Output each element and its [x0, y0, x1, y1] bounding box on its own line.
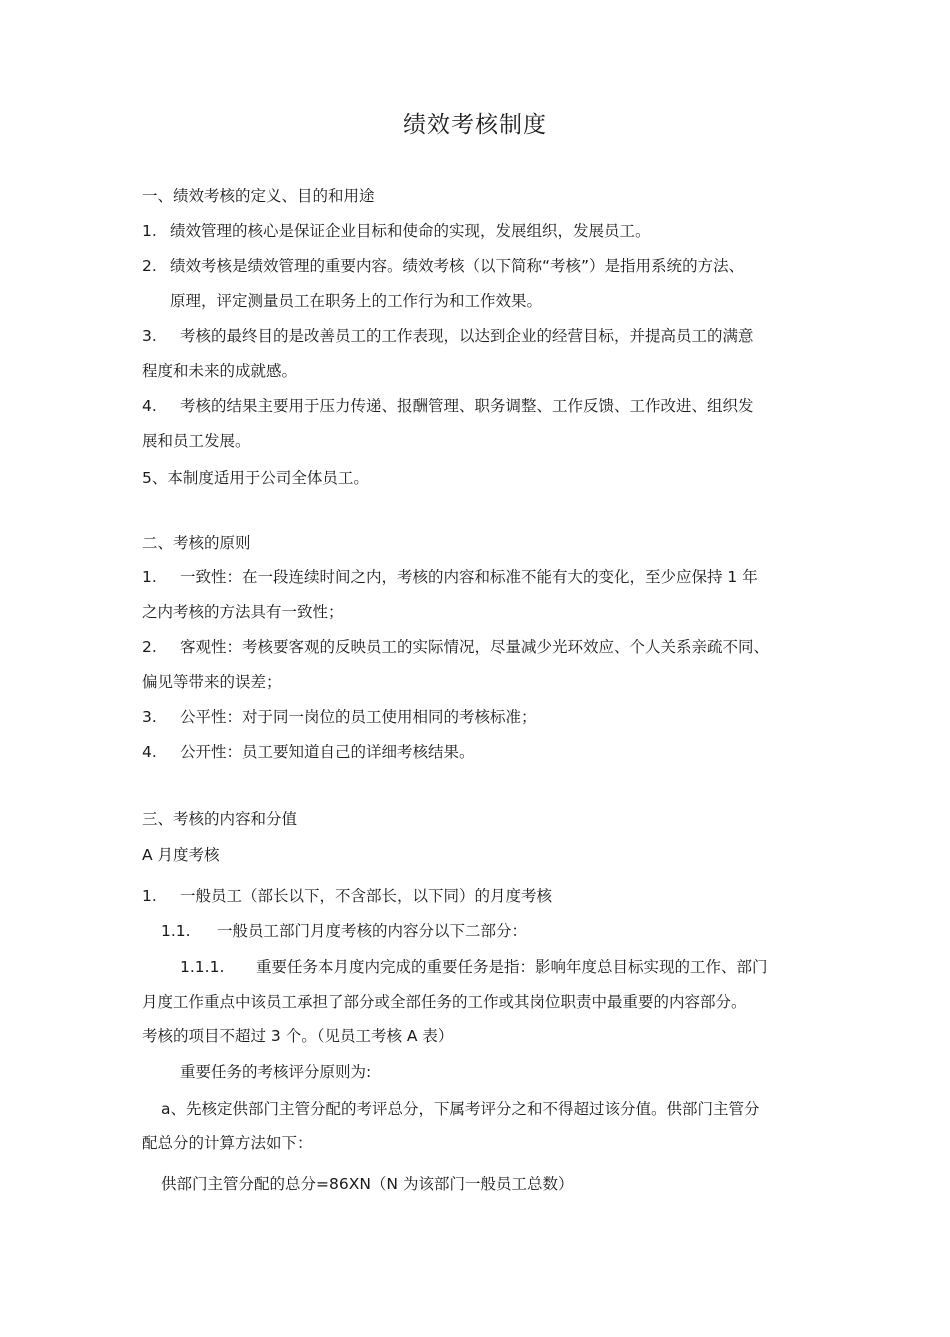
item-continuation: 程度和未来的成就感。	[142, 362, 298, 380]
page-title: 绩效考核制度	[403, 112, 547, 138]
item-number: 4.	[142, 743, 157, 761]
paragraph-continuation: 配总分的计算方法如下：	[142, 1134, 313, 1152]
section-heading: 三、考核的内容和分值	[142, 810, 298, 828]
item-continuation: 偏见等带来的误差；	[142, 673, 282, 691]
section-heading: 二、考核的原则	[142, 534, 251, 552]
item-continuation: 之内考核的方法具有一致性；	[142, 603, 344, 621]
item-number: 2.	[142, 638, 157, 656]
item-number: 3.	[142, 327, 157, 345]
list-item	[142, 567, 758, 587]
item-text: 一致性：在一段连续时间之内，考核的内容和标准不能有大的变化，至少应保持 1 年	[180, 568, 758, 586]
list-item	[142, 256, 744, 276]
item-continuation: 展和员工发展。	[142, 432, 251, 450]
list-item	[142, 886, 552, 906]
item-text: 公平性：对于同一岗位的员工使用相同的考核标准；	[180, 708, 537, 726]
item-text: 公开性：员工要知道自己的详细考核结果。	[180, 743, 475, 761]
list-item	[161, 921, 527, 941]
list-item	[142, 707, 537, 727]
list-item	[142, 221, 651, 241]
list-item	[142, 326, 754, 346]
item-number: 1.1.	[161, 922, 191, 940]
list-item	[142, 637, 769, 657]
item-continuation: 月度工作重点中该员工承担了部分或全部任务的工作或其岗位职责中最重要的内容部分。	[142, 993, 747, 1011]
list-item	[142, 742, 475, 762]
item-text: 绩效考核是绩效管理的重要内容。绩效考核（以下简称“考核”）是指用系统的方法、	[170, 257, 745, 275]
item-continuation: 考核的项目不超过 3 个。（见员工考核 A 表）	[142, 1027, 454, 1045]
paragraph: a、先核定供部门主管分配的考评总分，下属考评分之和不得超过该分值。供部门主管分	[161, 1100, 760, 1118]
item-text: 考核的结果主要用于压力传递、报酬管理、职务调整、工作反馈、工作改进、组织发	[180, 397, 754, 415]
item-text: 一般员工（部长以下，不含部长，以下同）的月度考核	[180, 887, 553, 905]
item-number: 1.	[142, 887, 157, 905]
list-item	[142, 396, 754, 416]
item-text: 考核的最终目的是改善员工的工作表现，以达到企业的经营目标，并提高员工的满意	[180, 327, 754, 345]
subsection-heading: A 月度考核	[142, 846, 220, 864]
item-number: 4.	[142, 397, 157, 415]
item-number: 1.1.1.	[180, 958, 225, 976]
item-number: 2.	[142, 257, 157, 275]
formula: 供部门主管分配的总分=86XN（N 为该部门一般员工总数）	[161, 1175, 574, 1193]
item-text: 绩效管理的核心是保证企业目标和使命的实现，发展组织，发展员工。	[170, 222, 651, 240]
list-item	[180, 957, 768, 977]
item-text: 客观性：考核要客观的反映员工的实际情况，尽量减少光环效应、个人关系亲疏不同、	[180, 638, 770, 656]
item-number: 3.	[142, 708, 157, 726]
item-text: 重要任务本月度内完成的重要任务是指：影响年度总目标实现的工作、部门	[256, 958, 768, 976]
section-heading: 一、绩效考核的定义、目的和用途	[142, 187, 375, 205]
list-item: 5、本制度适用于公司全体员工。	[142, 469, 369, 487]
item-continuation: 原理，评定测量员工在职务上的工作行为和工作效果。	[170, 292, 543, 310]
paragraph: 重要任务的考核评分原则为:	[180, 1063, 372, 1081]
item-text: 一般员工部门月度考核的内容分以下二部分：	[217, 922, 528, 940]
item-number: 1.	[142, 222, 157, 240]
item-number: 1.	[142, 568, 157, 586]
